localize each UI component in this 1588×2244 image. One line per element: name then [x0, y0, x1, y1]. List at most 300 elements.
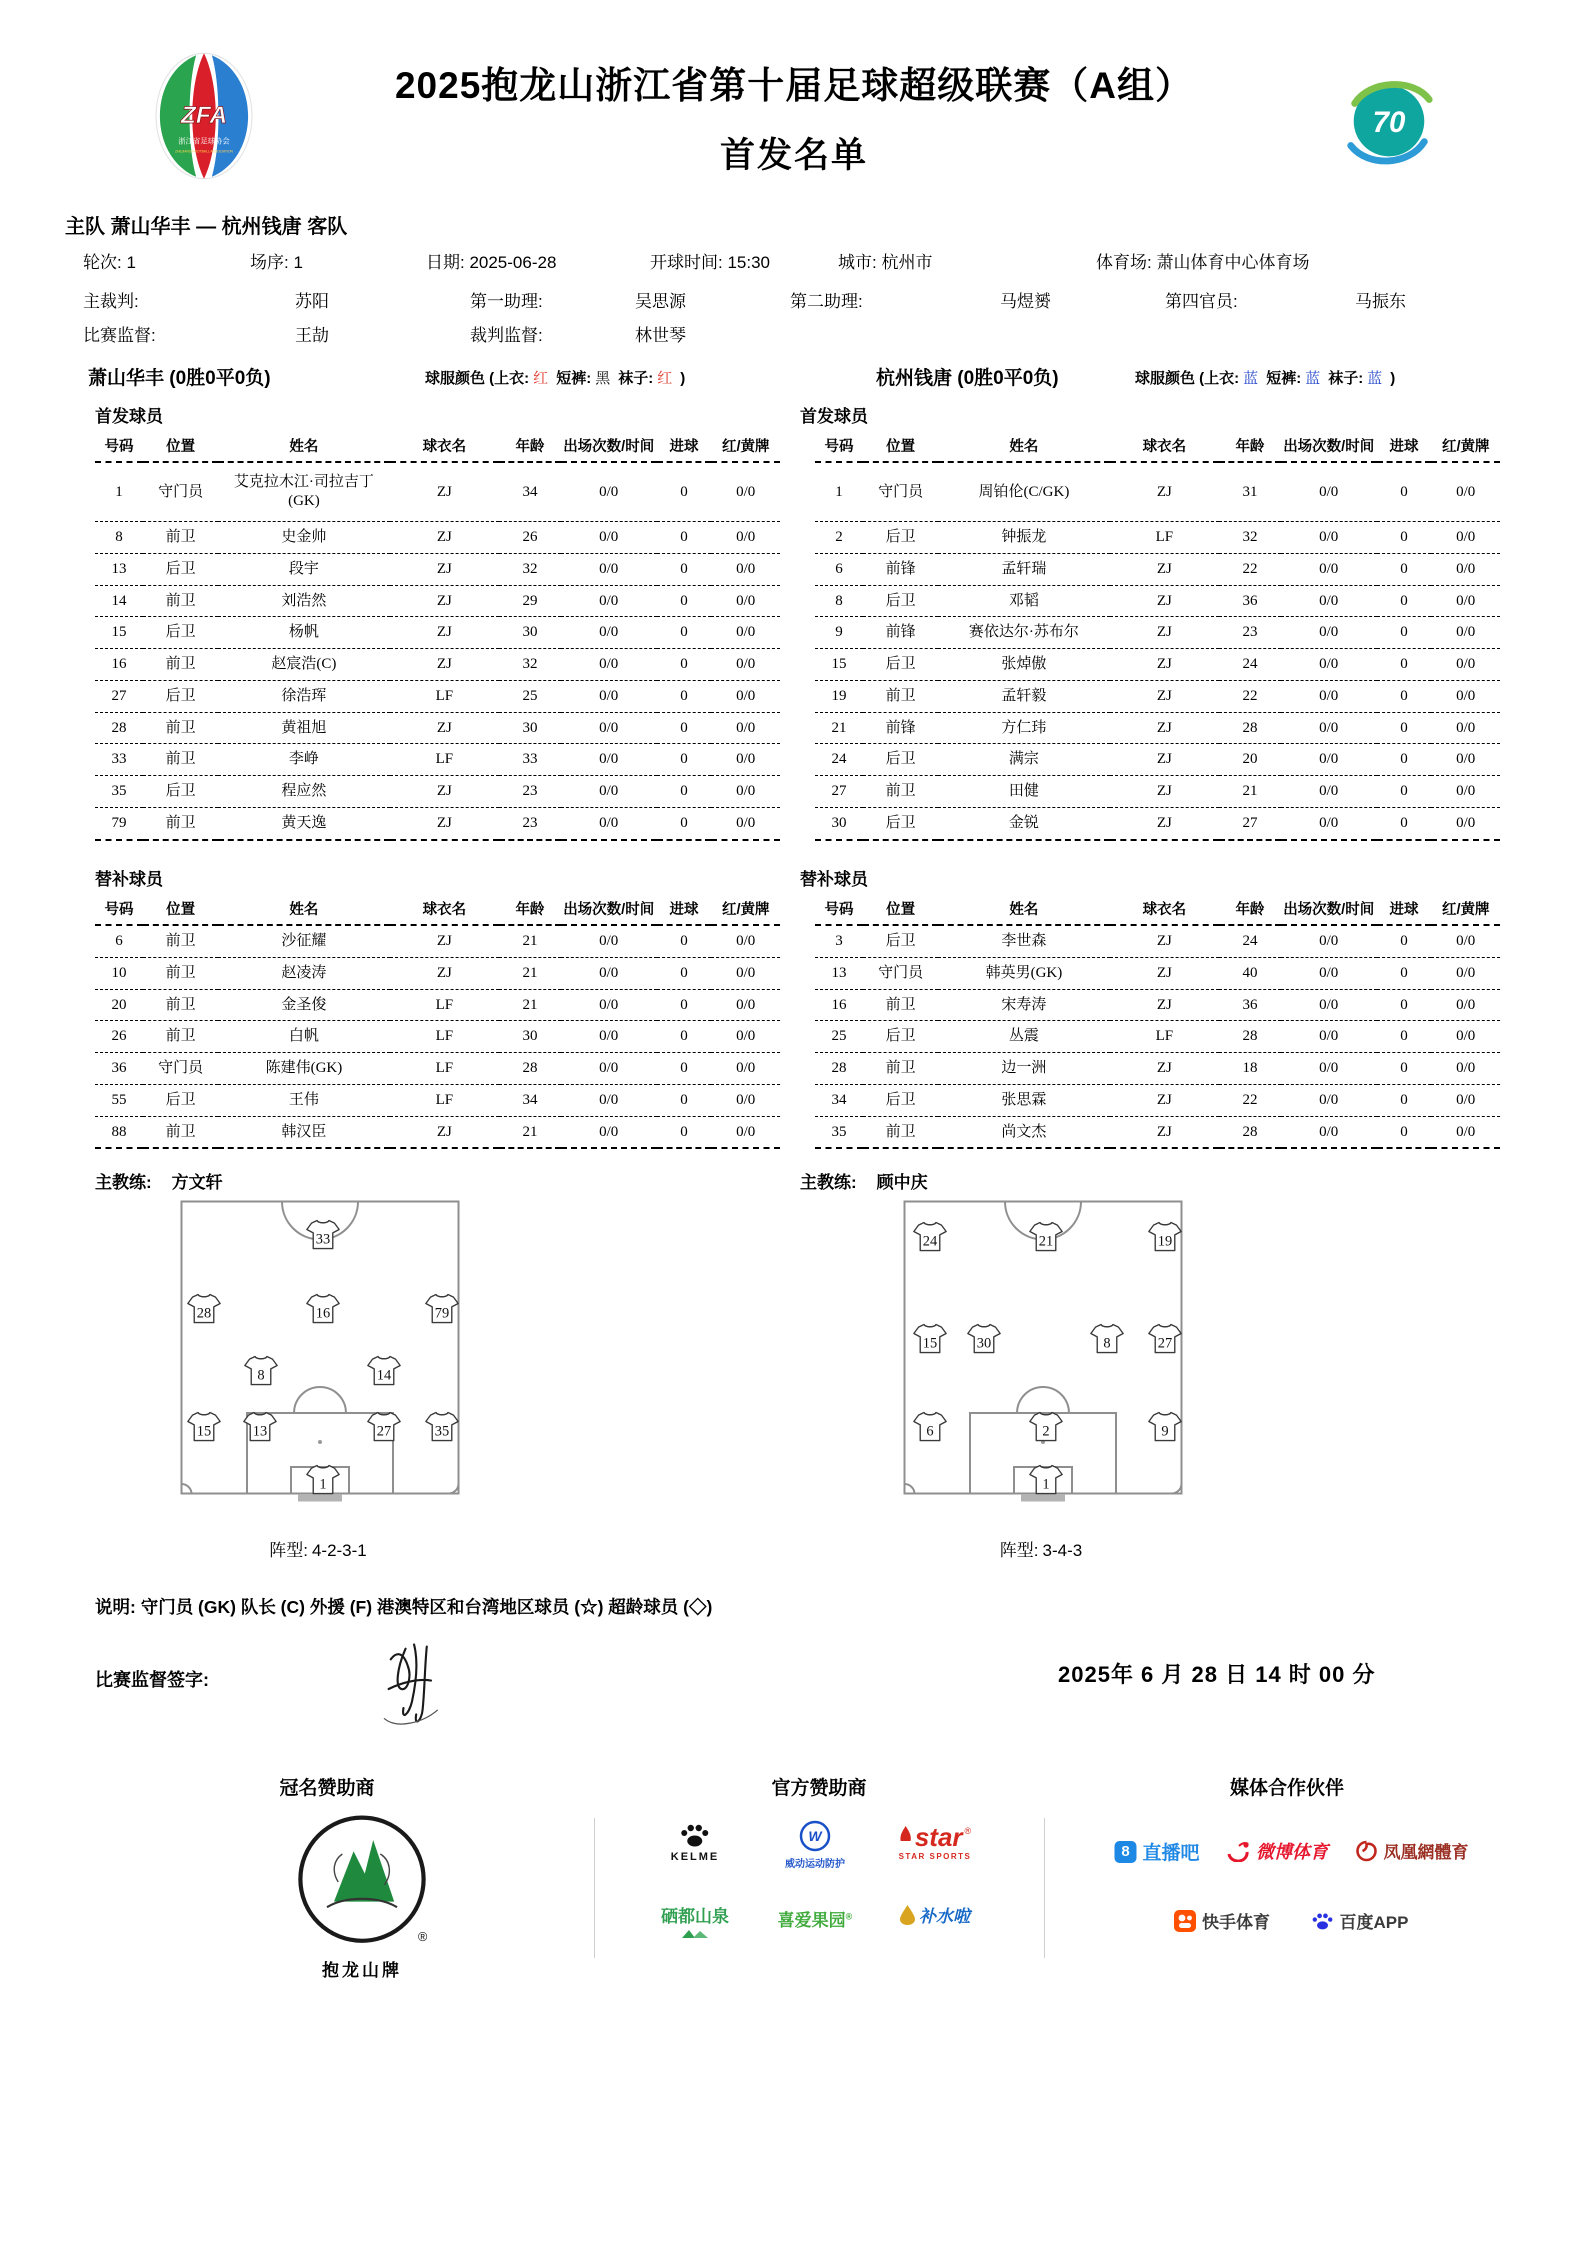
baidu-label: 百度APP: [1339, 1913, 1409, 1932]
player-cell: 23: [499, 776, 561, 808]
match-supervisors-row: [0, 321, 1588, 345]
player-cell: ZJ: [390, 925, 500, 957]
coach-label: 主教练:: [95, 1173, 152, 1192]
column-header: 姓名: [938, 430, 1109, 462]
away-subs-table: [815, 893, 1500, 1149]
player-cell: 0/0: [1281, 1084, 1377, 1116]
anniversary-logo: [1333, 76, 1445, 174]
mountain-icon: [682, 1930, 708, 1938]
teams-line: 主队 萧山华丰 — 杭州钱唐 客队: [65, 216, 348, 238]
kit-label: 球服颜色 (上衣:: [1135, 370, 1240, 387]
player-cell: 0: [657, 553, 712, 585]
match-officials-row: [0, 287, 1588, 311]
player-cell: 0/0: [711, 957, 780, 989]
jersey-28: [187, 1293, 221, 1326]
player-cell: 0/0: [1431, 680, 1500, 712]
player-cell: 杨帆: [218, 617, 389, 649]
player-cell: 13: [95, 553, 143, 585]
home-starting-table: [95, 430, 780, 841]
player-cell: LF: [390, 1053, 500, 1085]
player-cell: 20: [95, 989, 143, 1021]
away-socks-color: 蓝: [1367, 370, 1383, 387]
media-baidu: [1312, 1908, 1409, 1933]
svg-text:8: 8: [1103, 1335, 1111, 1352]
jersey-icon: [967, 1322, 1001, 1355]
player-cell: 0/0: [1431, 585, 1500, 617]
player-cell: 0/0: [711, 617, 780, 649]
player-cell: 0/0: [711, 776, 780, 808]
player-cell: 后卫: [863, 807, 938, 839]
sponsor-xiai: [778, 1906, 853, 1931]
match-info-item: 城市: 杭州市: [838, 253, 933, 272]
phoenix-icon: [1356, 1840, 1378, 1862]
player-cell: 0: [1377, 585, 1432, 617]
player-cell: 8: [815, 585, 863, 617]
player-cell: 36: [95, 1053, 143, 1085]
svg-text:8: 8: [257, 1367, 265, 1384]
player-row: [815, 989, 1500, 1021]
jersey-icon: [913, 1322, 947, 1355]
xiai-label: 喜爱果园: [777, 1911, 846, 1930]
jersey-icon: [367, 1355, 401, 1388]
svg-text:14: 14: [377, 1367, 392, 1384]
kit-suffix: ): [1390, 370, 1396, 387]
player-cell: 前卫: [143, 1021, 218, 1053]
jersey-icon: [913, 1411, 947, 1444]
kuaishou-label: 快手体育: [1202, 1913, 1270, 1932]
player-cell: 前卫: [143, 712, 218, 744]
away-shorts-color: 蓝: [1305, 370, 1321, 387]
player-cell: ZJ: [390, 522, 500, 554]
home-formation: [180, 1536, 460, 1561]
jersey-icon: [187, 1293, 221, 1326]
player-cell: 88: [95, 1116, 143, 1148]
player-cell: ZJ: [390, 462, 500, 522]
sponsor-divider: [594, 1818, 595, 1958]
jersey-6: [913, 1411, 947, 1444]
home-socks-color: 红: [657, 370, 673, 387]
player-cell: 28: [1219, 1116, 1281, 1148]
svg-text:19: 19: [1157, 1233, 1173, 1250]
column-header: 出场次数/时间: [1281, 893, 1377, 925]
column-header: 号码: [95, 893, 143, 925]
player-cell: 34: [815, 1084, 863, 1116]
media-kuaishou: [1174, 1908, 1270, 1933]
player-cell: 前卫: [863, 1053, 938, 1085]
player-cell: 金锐: [938, 807, 1109, 839]
player-cell: ZJ: [1110, 1116, 1220, 1148]
player-cell: 25: [499, 680, 561, 712]
player-cell: 16: [815, 989, 863, 1021]
player-cell: 24: [815, 744, 863, 776]
player-cell: 前卫: [863, 680, 938, 712]
svg-text:24: 24: [922, 1233, 937, 1250]
player-cell: 32: [499, 553, 561, 585]
home-starting-label: 首发球员: [95, 407, 163, 426]
player-cell: 0/0: [1281, 649, 1377, 681]
player-cell: 0/0: [1431, 522, 1500, 554]
player-cell: 0/0: [1431, 617, 1500, 649]
jersey-1: [1029, 1464, 1063, 1497]
player-cell: ZJ: [1110, 680, 1220, 712]
kit-label: 球服颜色 (上衣:: [425, 370, 530, 387]
away-subs-label: 替补球员: [800, 870, 868, 889]
jersey-icon: [1148, 1322, 1182, 1355]
home-team-name: 萧山华丰 (0胜0平0负): [88, 368, 271, 389]
official-item: 主裁判:: [83, 292, 139, 311]
player-cell: 8: [95, 522, 143, 554]
column-header: 红/黄牌: [711, 430, 780, 462]
anniversary-number: 70: [1372, 105, 1406, 139]
player-cell: ZJ: [1110, 807, 1220, 839]
player-cell: 韩英男(GK): [938, 957, 1109, 989]
player-cell: LF: [390, 989, 500, 1021]
player-cell: 34: [499, 1084, 561, 1116]
column-header: 红/黄牌: [1431, 893, 1500, 925]
player-cell: 21: [1219, 776, 1281, 808]
player-row: [815, 462, 1500, 522]
player-cell: 0/0: [1281, 807, 1377, 839]
player-cell: 前卫: [143, 989, 218, 1021]
player-row: [815, 776, 1500, 808]
player-cell: 后卫: [143, 1084, 218, 1116]
player-cell: 0/0: [561, 1084, 657, 1116]
player-cell: 0: [1377, 957, 1432, 989]
player-cell: 21: [815, 712, 863, 744]
player-row: [95, 776, 780, 808]
jersey-35: [425, 1411, 459, 1444]
player-cell: 赵凌涛: [218, 957, 389, 989]
home-shirt-color: 红: [533, 370, 549, 387]
player-cell: 0: [657, 617, 712, 649]
jersey-icon: [1029, 1220, 1063, 1253]
column-header: 位置: [143, 893, 218, 925]
jersey-icon: [425, 1293, 459, 1326]
player-cell: 0/0: [711, 1021, 780, 1053]
player-cell: 0: [1377, 1053, 1432, 1085]
player-cell: ZJ: [390, 585, 500, 617]
sponsor-weidong: [785, 1820, 845, 1870]
player-cell: 后卫: [143, 680, 218, 712]
player-cell: 22: [1219, 1084, 1281, 1116]
player-cell: 28: [95, 712, 143, 744]
zfa-abbr: ZFA: [180, 101, 228, 129]
match-info-item: 轮次: 1: [83, 253, 136, 272]
player-row: [95, 1084, 780, 1116]
player-cell: 宋寿涛: [938, 989, 1109, 1021]
match-datetime: 2025年 6 月 28 日 14 时 00 分: [1058, 1662, 1376, 1687]
player-cell: 0/0: [1281, 617, 1377, 649]
player-row: [815, 553, 1500, 585]
player-cell: 后卫: [863, 649, 938, 681]
jersey-16: [306, 1293, 340, 1326]
player-cell: 0/0: [1431, 1116, 1500, 1148]
column-header: 位置: [863, 430, 938, 462]
player-cell: ZJ: [1110, 712, 1220, 744]
column-header: 年龄: [499, 893, 561, 925]
svg-text:1: 1: [319, 1476, 327, 1493]
column-header: 出场次数/时间: [1281, 430, 1377, 462]
player-cell: 31: [1219, 462, 1281, 522]
page-subtitle: 首发名单: [719, 136, 868, 175]
player-cell: 28: [499, 1053, 561, 1085]
player-cell: ZJ: [1110, 617, 1220, 649]
home-subs-table: [95, 893, 780, 1149]
weidong-label: 威动运动防护: [785, 1859, 845, 1870]
player-cell: 0: [1377, 744, 1432, 776]
player-cell: 32: [499, 649, 561, 681]
player-cell: 0: [1377, 649, 1432, 681]
svg-text:1: 1: [1042, 1476, 1050, 1493]
player-cell: 韩汉臣: [218, 1116, 389, 1148]
jersey-13: [243, 1411, 277, 1444]
player-cell: 艾克拉木江·司拉吉丁(GK): [218, 462, 389, 522]
player-cell: 后卫: [143, 776, 218, 808]
player-cell: 35: [815, 1116, 863, 1148]
player-cell: 24: [1219, 649, 1281, 681]
column-header: 姓名: [218, 430, 389, 462]
fenghuang-label: 凤凰網體育: [1383, 1843, 1469, 1862]
player-cell: 1: [815, 462, 863, 522]
player-row: [815, 744, 1500, 776]
player-row: [815, 617, 1500, 649]
kit-shorts-label: 短裤:: [1266, 370, 1302, 387]
jersey-icon: [1090, 1322, 1124, 1355]
column-header: 位置: [143, 430, 218, 462]
player-cell: 0/0: [1281, 1116, 1377, 1148]
svg-text:35: 35: [434, 1423, 450, 1440]
player-cell: 0: [657, 585, 712, 617]
player-cell: 20: [1219, 744, 1281, 776]
player-cell: 0/0: [1431, 1021, 1500, 1053]
player-row: [815, 712, 1500, 744]
player-cell: LF: [390, 744, 500, 776]
player-cell: 0/0: [1281, 712, 1377, 744]
table-header-row: [815, 893, 1500, 925]
player-row: [815, 649, 1500, 681]
player-cell: 0/0: [1431, 776, 1500, 808]
column-header: 进球: [657, 430, 712, 462]
column-header: 球衣名: [390, 430, 500, 462]
player-cell: 孟轩毅: [938, 680, 1109, 712]
match-info-item: 开球时间: 15:30: [650, 253, 770, 272]
table-header-row: [95, 893, 780, 925]
player-cell: ZJ: [1110, 649, 1220, 681]
player-row: [95, 680, 780, 712]
player-cell: 守门员: [143, 1053, 218, 1085]
jersey-24: [913, 1220, 947, 1253]
player-cell: 后卫: [143, 617, 218, 649]
player-cell: 后卫: [863, 744, 938, 776]
home-shorts-color: 黑: [595, 370, 611, 387]
player-cell: ZJ: [1110, 989, 1220, 1021]
zhiboba-icon: 8: [1114, 1841, 1136, 1863]
player-cell: 21: [499, 957, 561, 989]
column-header: 号码: [95, 430, 143, 462]
jersey-27: [367, 1411, 401, 1444]
player-cell: 10: [95, 957, 143, 989]
zfa-name-cn: 浙江省足球协会: [178, 136, 230, 146]
player-cell: 23: [1219, 617, 1281, 649]
player-cell: 21: [499, 989, 561, 1021]
player-cell: 0/0: [1431, 649, 1500, 681]
player-cell: 30: [499, 617, 561, 649]
player-cell: 13: [815, 957, 863, 989]
player-cell: 14: [95, 585, 143, 617]
away-pitch-jerseys: [903, 1200, 1183, 1495]
player-cell: 26: [499, 522, 561, 554]
table-header-row: [95, 430, 780, 462]
player-cell: 0/0: [711, 680, 780, 712]
player-row: [815, 585, 1500, 617]
official-item: 第四官员:: [1165, 292, 1238, 311]
player-row: [95, 807, 780, 839]
player-cell: 0/0: [711, 649, 780, 681]
player-cell: ZJ: [1110, 1084, 1220, 1116]
player-cell: ZJ: [1110, 925, 1220, 957]
player-cell: ZJ: [390, 617, 500, 649]
kit-socks-label: 袜子:: [1328, 370, 1364, 387]
official-item: 吴思源: [635, 292, 686, 311]
player-cell: ZJ: [390, 807, 500, 839]
column-header: 红/黄牌: [1431, 430, 1500, 462]
column-header: 进球: [1377, 893, 1432, 925]
player-cell: ZJ: [1110, 957, 1220, 989]
player-cell: 0: [657, 989, 712, 1021]
player-cell: 0/0: [711, 744, 780, 776]
player-cell: 0: [1377, 680, 1432, 712]
player-cell: LF: [1110, 522, 1220, 554]
player-cell: 40: [1219, 957, 1281, 989]
player-cell: 0/0: [1431, 553, 1500, 585]
jersey-33: [306, 1219, 340, 1252]
player-row: [95, 585, 780, 617]
jersey-icon: [425, 1411, 459, 1444]
svg-text:28: 28: [196, 1305, 212, 1322]
legend-note: 说明: 守门员 (GK) 队长 (C) 外援 (F) 港澳特区和台湾地区球员 (☆) 超龄球员 (◇): [95, 1597, 713, 1617]
player-cell: 0/0: [561, 680, 657, 712]
player-cell: 0: [1377, 522, 1432, 554]
player-cell: 0: [657, 522, 712, 554]
player-cell: 黄祖旭: [218, 712, 389, 744]
player-cell: 陈建伟(GK): [218, 1053, 389, 1085]
jersey-2: [1029, 1411, 1063, 1444]
brand-reg-mark: ®: [418, 1929, 428, 1944]
weibo-icon: [1226, 1840, 1250, 1862]
player-cell: 36: [1219, 585, 1281, 617]
svg-text:6: 6: [925, 1423, 934, 1440]
player-cell: 守门员: [143, 462, 218, 522]
jersey-icon: [306, 1464, 340, 1497]
table-header-row: [815, 430, 1500, 462]
svg-text:15: 15: [922, 1335, 937, 1352]
player-cell: 15: [95, 617, 143, 649]
player-cell: 白帆: [218, 1021, 389, 1053]
jersey-1: [306, 1464, 340, 1497]
player-cell: 34: [499, 462, 561, 522]
player-cell: 3: [815, 925, 863, 957]
official-item: 第二助理:: [790, 292, 863, 311]
player-row: [95, 957, 780, 989]
player-cell: 0: [657, 649, 712, 681]
player-cell: 9: [815, 617, 863, 649]
player-cell: 段宇: [218, 553, 389, 585]
media-weibo: [1226, 1838, 1328, 1864]
player-cell: 0/0: [561, 989, 657, 1021]
away-coach-name: 顾中庆: [876, 1173, 928, 1192]
svg-text:13: 13: [252, 1423, 268, 1440]
player-cell: 史金帅: [218, 522, 389, 554]
media-fenghuang: [1356, 1838, 1469, 1863]
player-row: [815, 1021, 1500, 1053]
player-cell: 0/0: [561, 617, 657, 649]
player-cell: 0/0: [711, 1084, 780, 1116]
player-cell: 刘浩然: [218, 585, 389, 617]
player-cell: 24: [1219, 925, 1281, 957]
player-cell: ZJ: [1110, 462, 1220, 522]
player-cell: 33: [499, 744, 561, 776]
player-cell: 前锋: [863, 617, 938, 649]
player-cell: 0: [1377, 925, 1432, 957]
player-cell: 0: [1377, 553, 1432, 585]
formation-label: 阵型:: [999, 1541, 1039, 1560]
player-cell: 0/0: [561, 925, 657, 957]
svg-text:27: 27: [377, 1423, 392, 1440]
jersey-icon: [1029, 1464, 1063, 1497]
player-cell: 后卫: [863, 1021, 938, 1053]
player-cell: 0: [657, 925, 712, 957]
player-cell: 0/0: [561, 553, 657, 585]
player-cell: 0: [1377, 776, 1432, 808]
player-cell: ZJ: [1110, 585, 1220, 617]
away-shirt-color: 蓝: [1243, 370, 1259, 387]
player-cell: 0/0: [561, 957, 657, 989]
player-cell: 0: [657, 957, 712, 989]
player-cell: 0/0: [1281, 553, 1377, 585]
player-cell: 满宗: [938, 744, 1109, 776]
player-cell: 2: [815, 522, 863, 554]
player-cell: 赵宸浩(C): [218, 649, 389, 681]
player-row: [95, 553, 780, 585]
player-row: [815, 522, 1500, 554]
player-cell: 0/0: [711, 1053, 780, 1085]
player-cell: 26: [95, 1021, 143, 1053]
player-cell: 徐浩珲: [218, 680, 389, 712]
player-cell: 0/0: [711, 553, 780, 585]
player-row: [815, 925, 1500, 957]
player-cell: 0/0: [1281, 744, 1377, 776]
column-header: 进球: [657, 893, 712, 925]
jersey-icon: [243, 1411, 277, 1444]
jersey-icon: [244, 1355, 278, 1388]
baolongshan-logo: [292, 1812, 432, 1952]
player-row: [95, 462, 780, 522]
player-cell: 0/0: [1281, 1021, 1377, 1053]
player-cell: 后卫: [863, 1084, 938, 1116]
sponsor-divider: [1044, 1818, 1045, 1958]
star-sports-label: STAR SPORTS: [898, 1852, 972, 1862]
player-cell: 尚文杰: [938, 1116, 1109, 1148]
player-cell: 30: [499, 1021, 561, 1053]
svg-text:15: 15: [196, 1423, 212, 1440]
weibo-label: 微博体育: [1256, 1842, 1328, 1862]
player-cell: LF: [390, 1084, 500, 1116]
away-formation-value: 3-4-3: [1042, 1541, 1083, 1560]
player-cell: 55: [95, 1084, 143, 1116]
star-flame-icon: [899, 1826, 913, 1846]
player-cell: 王伟: [218, 1084, 389, 1116]
column-header: 红/黄牌: [711, 893, 780, 925]
